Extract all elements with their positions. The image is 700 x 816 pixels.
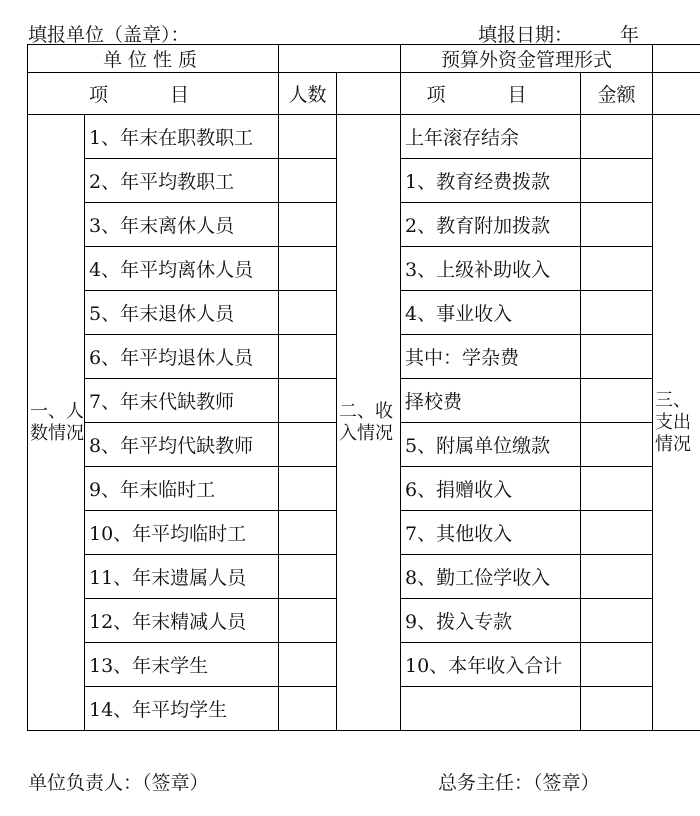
staff-item: 1、年末在职教职工 — [85, 115, 279, 159]
staff-count-cell[interactable] — [279, 335, 337, 379]
staff-count-cell[interactable] — [279, 423, 337, 467]
staff-count-cell[interactable] — [279, 511, 337, 555]
leader-signature-label: 单位负责人：（签章） — [28, 772, 209, 794]
income-amount-cell[interactable] — [581, 291, 653, 335]
income-amount-cell[interactable] — [581, 643, 653, 687]
staff-count-cell[interactable] — [279, 159, 337, 203]
staff-item: 14、年平均学生 — [85, 687, 279, 731]
income-item: 10、本年收入合计 — [401, 643, 581, 687]
income-amount-cell[interactable] — [581, 467, 653, 511]
income-item: 8、勤工俭学收入 — [401, 555, 581, 599]
income-item: 择校费 — [401, 379, 581, 423]
income-item: 5、附属单位缴款 — [401, 423, 581, 467]
blank-header-cell — [337, 73, 401, 115]
staff-item: 12、年末精减人员 — [85, 599, 279, 643]
income-amount-cell[interactable] — [581, 379, 653, 423]
staff-item: 7、年末代缺教师 — [85, 379, 279, 423]
income-item: 7、其他收入 — [401, 511, 581, 555]
income-item: 6、捐赠收入 — [401, 467, 581, 511]
income-amount-cell[interactable] — [581, 555, 653, 599]
income-item: 其中：学杂费 — [401, 335, 581, 379]
chief-signature-label: 总务主任：（签章） — [438, 772, 600, 794]
income-amount-cell[interactable] — [581, 159, 653, 203]
staff-item: 6、年平均退休人员 — [85, 335, 279, 379]
unit-nature-header: 单位性质 — [28, 45, 279, 73]
income-amount-cell[interactable] — [581, 335, 653, 379]
staff-count-cell[interactable] — [279, 291, 337, 335]
staff-item: 5、年末退休人员 — [85, 291, 279, 335]
section-staff-label: 一、人数情况 — [28, 115, 85, 731]
staff-item: 3、年末离休人员 — [85, 203, 279, 247]
staff-item: 13、年末学生 — [85, 643, 279, 687]
income-item: 1、教育经费拨款 — [401, 159, 581, 203]
income-amount-cell[interactable] — [581, 115, 653, 159]
section-income-label: 二、收入情况 — [337, 115, 401, 731]
staff-item: 4、年平均离休人员 — [85, 247, 279, 291]
income-amount-cell[interactable] — [581, 511, 653, 555]
table-row — [28, 115, 700, 159]
income-amount-cell[interactable] — [581, 247, 653, 291]
staff-item: 11、年末遗属人员 — [85, 555, 279, 599]
section-expense-label: 三、支出情况 — [653, 115, 700, 731]
staff-count-cell[interactable] — [279, 379, 337, 423]
count-header: 人数 — [279, 73, 337, 115]
staff-item: 8、年平均代缺教师 — [85, 423, 279, 467]
year-label: 年 — [620, 24, 640, 46]
unit-nature-value[interactable] — [279, 45, 401, 73]
staff-count-cell[interactable] — [279, 687, 337, 731]
staff-count-cell[interactable] — [279, 599, 337, 643]
income-item: 3、上级补助收入 — [401, 247, 581, 291]
staff-count-cell[interactable] — [279, 247, 337, 291]
staff-count-cell[interactable] — [279, 203, 337, 247]
amount-header: 金额 — [581, 73, 653, 115]
income-item — [401, 687, 581, 731]
income-item: 上年滚存结余 — [401, 115, 581, 159]
staff-item: 10、年平均临时工 — [85, 511, 279, 555]
income-amount-cell[interactable] — [581, 599, 653, 643]
income-amount-cell[interactable] — [581, 423, 653, 467]
staff-count-cell[interactable] — [279, 115, 337, 159]
income-item-header: 项 目 — [401, 73, 581, 115]
budget-mgmt-header: 预算外资金管理形式 — [401, 45, 653, 73]
blank-header-cell — [653, 73, 700, 115]
income-item: 4、事业收入 — [401, 291, 581, 335]
income-amount-cell[interactable] — [581, 687, 653, 731]
budget-mgmt-value[interactable] — [653, 45, 700, 73]
date-label: 填报日期： — [478, 24, 574, 46]
report-table — [27, 44, 700, 731]
income-item: 2、教育附加拨款 — [401, 203, 581, 247]
staff-item: 9、年末临时工 — [85, 467, 279, 511]
staff-item: 2、年平均教职工 — [85, 159, 279, 203]
income-amount-cell[interactable] — [581, 203, 653, 247]
staff-count-cell[interactable] — [279, 643, 337, 687]
staff-item-header: 项 目 — [28, 73, 279, 115]
income-item: 9、拨入专款 — [401, 599, 581, 643]
staff-count-cell[interactable] — [279, 555, 337, 599]
unit-label: 填报单位（盖章）： — [28, 24, 190, 46]
staff-count-cell[interactable] — [279, 467, 337, 511]
